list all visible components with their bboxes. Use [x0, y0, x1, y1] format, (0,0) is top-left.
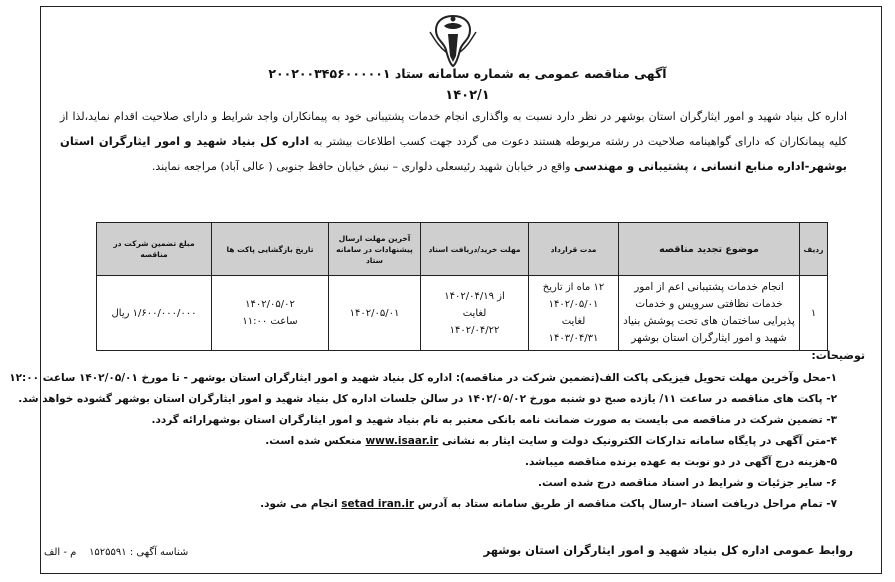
ad-code: م - الف	[44, 547, 77, 558]
footer-publisher: روابط عمومی اداره کل بنیاد شهید و امور ایثارگران استان بوشهر	[483, 543, 853, 557]
list-item	[60, 494, 837, 515]
explanations-list	[9, 368, 837, 515]
cell-subject: انجام خدمات پشتیبانی اعم از امور خدمات نظافتی سرویس و خدمات پذیرایی ساختمان های تحت پوشش بنیاد شهید و امور ایثارگران استان بوشهر	[619, 276, 800, 351]
cell-opening	[212, 276, 329, 351]
header-guarantee-amount: مبلغ تضمین شرکت در مناقصه	[97, 223, 212, 276]
header-row-number: ردیف	[800, 223, 828, 276]
table-row	[97, 276, 828, 351]
cell-purchase	[421, 276, 529, 351]
duration-line-4: ۱۴۰۳/۰۴/۳۱	[548, 333, 599, 344]
intro-end: نمایند.	[151, 160, 181, 173]
intro-org-name: اداره کل بنیاد شهید و	[184, 134, 310, 148]
item4-text: ۴-متن آگهی در پایگاه سامانه تدارکات الکترونیک دولت و سایت ایثار به نشانی	[442, 435, 837, 447]
header-submission-deadline: آخرین مهلت ارسال پیشنهادات در سامانه ستاد	[329, 223, 421, 276]
ad-id: شناسه آگهی : ۱۵۲۵۵۹۱	[89, 547, 189, 558]
item4-suffix: منعکس شده است.	[265, 435, 362, 447]
cell-duration	[529, 276, 619, 351]
notice-year: ۱۴۰۲/۱	[445, 88, 490, 103]
header-opening-date: تاریخ بازگشایی پاکت ها	[212, 223, 329, 276]
cell-row-number: ۱	[800, 276, 828, 351]
header-purchase-deadline: مهلت خرید/دریافت اسناد	[421, 223, 529, 276]
duration-line-2: ۱۴۰۲/۰۵/۰۱	[548, 299, 599, 310]
intro-org-dept: امور ایثارگران استان بوشهر-اداره منابع انسانی ، پشتیبانی و مهندسی	[60, 134, 847, 173]
purchase-line-1: از ۱۴۰۲/۰۴/۱۹	[444, 290, 505, 302]
item7-suffix: انجام می شود.	[260, 498, 338, 510]
intro-line-1: اداره کل بنیاد شهید و امور ایثارگران استان بوشهر در نظر دارد نسبت به واگذاری انجام خدمات پشتیبانی خود به پیمانکاران واجد شرایط و دارای	[182, 110, 847, 123]
isaar-link[interactable]: www.isaar.ir	[365, 435, 439, 447]
list-item: ۳- تضمین شرکت در مناقصه می بایست به صورت ضمانت نامه بانکی معتبر به نام بنیاد شهید و امور ایثارگران استان بوشهرارائه گردد.	[151, 414, 837, 426]
opening-date: ۱۴۰۲/۰۵/۰۲	[245, 299, 295, 310]
list-item	[60, 431, 837, 452]
purchase-line-2: لغایت	[462, 307, 487, 319]
setad-link[interactable]: setad iran.ir	[341, 498, 415, 510]
organization-emblem-icon	[424, 12, 482, 68]
cell-submission-deadline: ۱۴۰۲/۰۵/۰۱	[329, 276, 421, 351]
duration-line-3: لغایت	[561, 316, 586, 327]
cell-guarantee: ۱/۶۰۰/۰۰۰/۰۰۰ ریال	[97, 276, 212, 351]
list-item: ۵-هزینه درج آگهی در دو نوبت به عهده برنده مناقصه میباشد.	[524, 456, 837, 468]
explanations-heading: توضیحات:	[811, 349, 865, 362]
list-item: ۱-محل وآخرین مهلت تحویل فیزیکی پاکت الف(تضمین شرکت در مناقصه): اداره کل بنیاد شهید و امور ایثارگران استان بوشهر - تا مورخ ۱۴۰۲/۰۵/۰۱ ساعت ۱۲:۰۰	[9, 372, 837, 384]
intro-address: واقع در خیابان شهید رئیسعلی دلواری – نبش خیابان حافظ جنوبی ( عالی آباد) مراجعه	[183, 160, 571, 173]
list-item: ۶- سایر جزئیات و شرایط در اسناد مناقصه درج شده است.	[538, 477, 837, 489]
item7-text: ۷- تمام مراحل دریافت اسناد –ارسال پاکت مناقصه از طریق سامانه ستاد به آدرس	[417, 498, 837, 510]
intro-line-2: صلاحیت اقدام نماید،لذا از کلیه پیمانکاران که دارای گواهینامه صلاحیت در رشته مربوطه هستند دعوت می گردد جهت کسب اطلاعات بیشتر به	[60, 110, 847, 148]
header-duration: مدت قرارداد	[529, 223, 619, 276]
tender-table	[96, 222, 828, 351]
opening-time: ساعت ۱۱:۰۰	[242, 316, 298, 327]
list-item: ۲- پاکت های مناقصه در ساعت ۱۱/ یازده صبح دو شنبه مورخ ۱۴۰۲/۰۵/۰۲ در سالن جلسات اداره کل بنیاد شهید و امور ایثارگران استان بوشهر گشوده خواهد شد.	[18, 393, 837, 405]
purchase-line-3: ۱۴۰۲/۰۴/۲۲	[449, 324, 500, 336]
notice-intro	[60, 105, 847, 179]
header-subject: موضوع تجدید مناقصه	[619, 223, 800, 276]
footer-meta	[44, 547, 188, 558]
duration-line-1: ۱۲ ماه از تاریخ	[542, 282, 605, 293]
notice-title: آگهی مناقصه عمومی به شماره سامانه ستاد ۲۰۰۲۰۰۳۴۵۶۰۰۰۰۰۱	[268, 66, 667, 81]
table-header-row	[97, 223, 828, 276]
